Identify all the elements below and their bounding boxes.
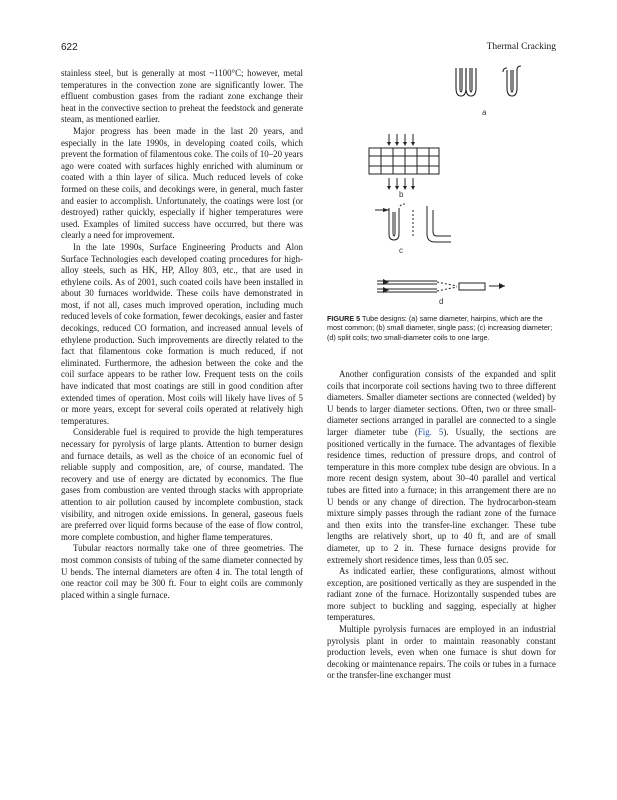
- tube-design-figure: [327, 60, 557, 310]
- figure-link[interactable]: Fig. 5: [417, 426, 444, 437]
- left-column: [61, 68, 303, 601]
- page-number: 622: [61, 42, 78, 53]
- paragraph: Multiple pyrolysis furnaces are employed in an industrial pyrolysis plant in order to maintain reasonably constant production levels, even when one furnace is shut down for decoking or maintenance repairs. The coils or tubes in a furnace or the transfer-line exchanger must: [327, 624, 556, 681]
- paragraph: stainless steel, but is generally at most ~1100°C; however, metal temperatures in the convection zone are significantly lower. The effluent combustion gases from the radiant zone exchange their heat in the convective section to preheat the feedstock and generate steam, as mentioned earlier.: [61, 68, 303, 125]
- figure-caption: [327, 314, 557, 342]
- running-head: Thermal Cracking: [486, 42, 556, 52]
- paragraph-text: Another configuration consists of the expanded and split coils that incorporate coil sections having two to three different diameters. Smaller diameter sections are connected (welded) by U bends to larger diameter sections. Often, two or three small-diameter sections arranged in parallel are connected to a single larger diameter tube (: [327, 369, 556, 437]
- paragraph: Considerable fuel is required to provide the high temperatures necessary for pyrolysis of large plants. Attention to burner design and furnace details, as well as the choice of an economic fuel of reliable supply and composition, are, of course, mandated. The recovery and use of energy are dictated by economics. The flue gases from combustion are vented through stacks with appropriate attention to air pollution caused by incomplete combustion, stack visibility, and nitrogen oxide emissions. In general, gaseous fuels are preferred over liquid forms because of the ease of flow control, more complete combustion, and higher flame temperatures.: [61, 427, 303, 542]
- caption-label: FIGURE 5: [327, 314, 361, 323]
- panel-c-arrow: [383, 208, 389, 212]
- panel-label-c: c: [399, 246, 403, 255]
- paragraph-text: ). Usually, the sections are positioned vertically in the furnace. The advantages of flexible residence times, reduction of pressure drops, and control of temperature in this more complex tube design are obvious. In a more recent design system, about 30–40 parallel and vertical tubes are fitted into a furnace; in this arrangement there are no U bends or any change of direction. The hydrocarbon-steam mixture simply passes through the radiant zone of the furnace and then exits into the transfer-line exchanger. These tube lengths are relatively short, up to 40 ft, and are of small diameter, up to 2 in. These furnace designs provide for extremely short residence times, less than 0.05 sec.: [327, 426, 556, 565]
- panel-a-hairpins: [456, 66, 521, 96]
- panel-label-d: d: [439, 297, 444, 306]
- paragraph: Major progress has been made in the last 20 years, and especially in the late 1990s, in developing coated coils, which prevent the formation of filamentous coke. The coils of 10–20 years ago were coated with surfaces highly enriched with aluminum or coated with a thin layer of silica. Much reduced levels of coke formed on these coils, and decokings were, in general, much faster and easier to accomplish. Unfortunately, the coatings were lost (or destroyed) rather quickly, especially if higher temperatures were used. Examples of limited success have occurred, but there was clearly a need for improvement.: [61, 125, 303, 241]
- panel-label-a: a: [482, 108, 487, 117]
- tube-diagram: [327, 60, 557, 310]
- panel-d-split: [377, 281, 505, 292]
- paragraph: In the late 1990s, Surface Engineering Products and Alon Surface Technologies each developed coating procedures for high-alloy steels, such as HK, HP, Alloy 803, etc., that are used in ethylene coils. As of 2001, such coated coils have been installed in about 30 furnaces worldwide. These coils have demonstrated in most, if not all, cases much improved operation, including much reduced levels of coke formation, fewer decokings, easier and faster decokings, reduced CO formation, and increased annual levels of ethylene production. Such improvements are directly related to the fact that filamentous coke formation is much reduced, if not eliminated. Furthermore, the adhesion between the coke and the coil surface appears to be rather low. Frequent tests on the coils have indicated that most coatings are still in good condition after extended times of operation. Most coils will likely have lives of 5 or more years, except for several coils operated at relatively high temperatures.: [61, 241, 303, 426]
- caption-text: Tube designs: (a) same diameter, hairpins, which are the most common; (b) small diameter, single pass; (c) increasing diameter; (d) split coils; two small-diameter coils to one large.: [327, 314, 553, 342]
- paragraph: [327, 369, 556, 566]
- right-column: [327, 369, 556, 682]
- paragraph: As indicated earlier, these configurations, almost without exception, are positioned vertically as they are suspended in the radiant zone of the furnace. Horizontally suspended tubes are more subject to buckling and sagging, especially at higher temperatures.: [327, 566, 556, 623]
- paragraph: Tubular reactors normally take one of three geometries. The most common consists of tubing of the same diameter connected by U bends. The internal diameters are often 4 in. The total length of one reactor coil may be 300 ft. Four to eight coils are commonly placed within a single furnace.: [61, 543, 303, 600]
- panel-label-b: b: [399, 190, 404, 199]
